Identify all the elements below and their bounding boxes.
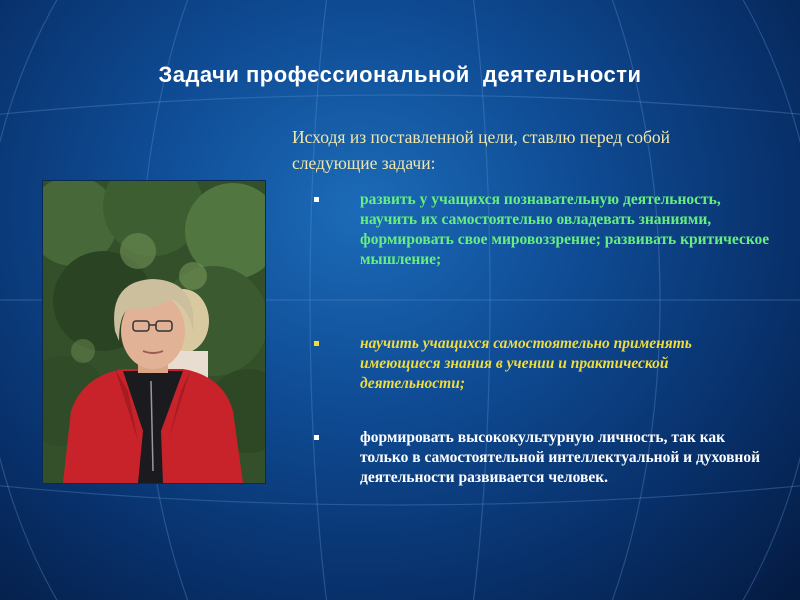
portrait-photo — [42, 180, 266, 484]
task-text: формировать высококультурную личность, так как только в самостоятельной интеллектуальной и духовной деятельности развивается человек. — [360, 429, 761, 486]
task-text: научить учащихся самостоятельно применять имеющиеся знания в учении и практической деятельности; — [360, 335, 692, 392]
task-item-1 — [360, 190, 770, 270]
intro-text: Исходя из поставленной цели, ставлю перед собой следующие задачи: — [292, 127, 671, 173]
task-item-2 — [360, 334, 770, 394]
slide-title: Задачи профессиональной деятельности — [158, 62, 642, 87]
task-text: развить у учащихся познавательную деятельность, научить их самостоятельно овладевать знаниями, формировать свое мировоззрение; развивать критическое мышление; — [360, 191, 770, 268]
bullet-icon — [314, 341, 319, 346]
bullet-icon — [314, 197, 319, 202]
bullet-icon — [314, 435, 319, 440]
task-item-3 — [360, 428, 770, 488]
